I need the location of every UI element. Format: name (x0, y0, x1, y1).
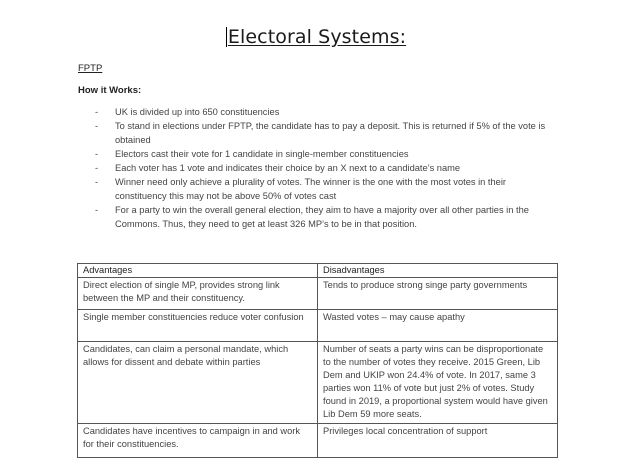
table-row (78, 310, 558, 342)
document-title (0, 26, 632, 48)
bullet-item: - Winner need only achieve a plurality of votes. The winner is the one with the most votes in their constituency this may not be above 50% of votes cast (95, 175, 555, 203)
advantages-disadvantages-table (77, 263, 558, 458)
bullet-item: - UK is divided up into 650 constituencies (95, 105, 555, 119)
bullet-item: - For a party to win the overall general election, they aim to have a majority over all other parties in the Commons. Thus, they need to get at least 326 MP’s to be in that position. (95, 203, 555, 231)
header-advantages: Advantages (78, 264, 318, 278)
disadvantage-cell: Number of seats a party wins can be disproportionate to the number of votes they receive. 2015 Green, Lib Dem and UKIP won 24.4% of vote. In 2017, same 3 parties won 11% of vote but just 2% of votes. Study found in 2019, a proportional system would have given Lib Dem 59 more seats. (318, 342, 558, 424)
header-disadvantages: Disadvantages (318, 264, 558, 278)
table-row (78, 278, 558, 310)
bullet-item: - To stand in elections under FPTP, the candidate has to pay a deposit. This is returned if 5% of the vote is obtained (95, 119, 555, 147)
advantage-cell: Candidates, can claim a personal mandate, which allows for dissent and debate within parties (78, 342, 318, 424)
subheading-how-it-works: How it Works: (78, 85, 142, 96)
advantage-cell: Candidates have incentives to campaign in and work for their constituencies. (78, 424, 318, 458)
advantage-cell: Single member constituencies reduce voter confusion (78, 310, 318, 342)
advantage-cell: Direct election of single MP, provides strong link between the MP and their constituency. (78, 278, 318, 310)
section-heading-fptp: FPTP (78, 63, 103, 74)
document-title-text: Electoral Systems: (227, 26, 407, 48)
disadvantage-cell: Wasted votes – may cause apathy (318, 310, 558, 342)
disadvantage-cell: Privileges local concentration of support (318, 424, 558, 458)
table-row (78, 424, 558, 458)
bullet-list (95, 105, 555, 231)
disadvantage-cell: Tends to produce strong singe party governments (318, 278, 558, 310)
table-header-row (78, 264, 558, 278)
table-row (78, 342, 558, 424)
text-cursor (226, 27, 227, 47)
bullet-item: - Each voter has 1 vote and indicates their choice by an X next to a candidate’s name (95, 161, 555, 175)
bullet-item: - Electors cast their vote for 1 candidate in single-member constituencies (95, 147, 555, 161)
